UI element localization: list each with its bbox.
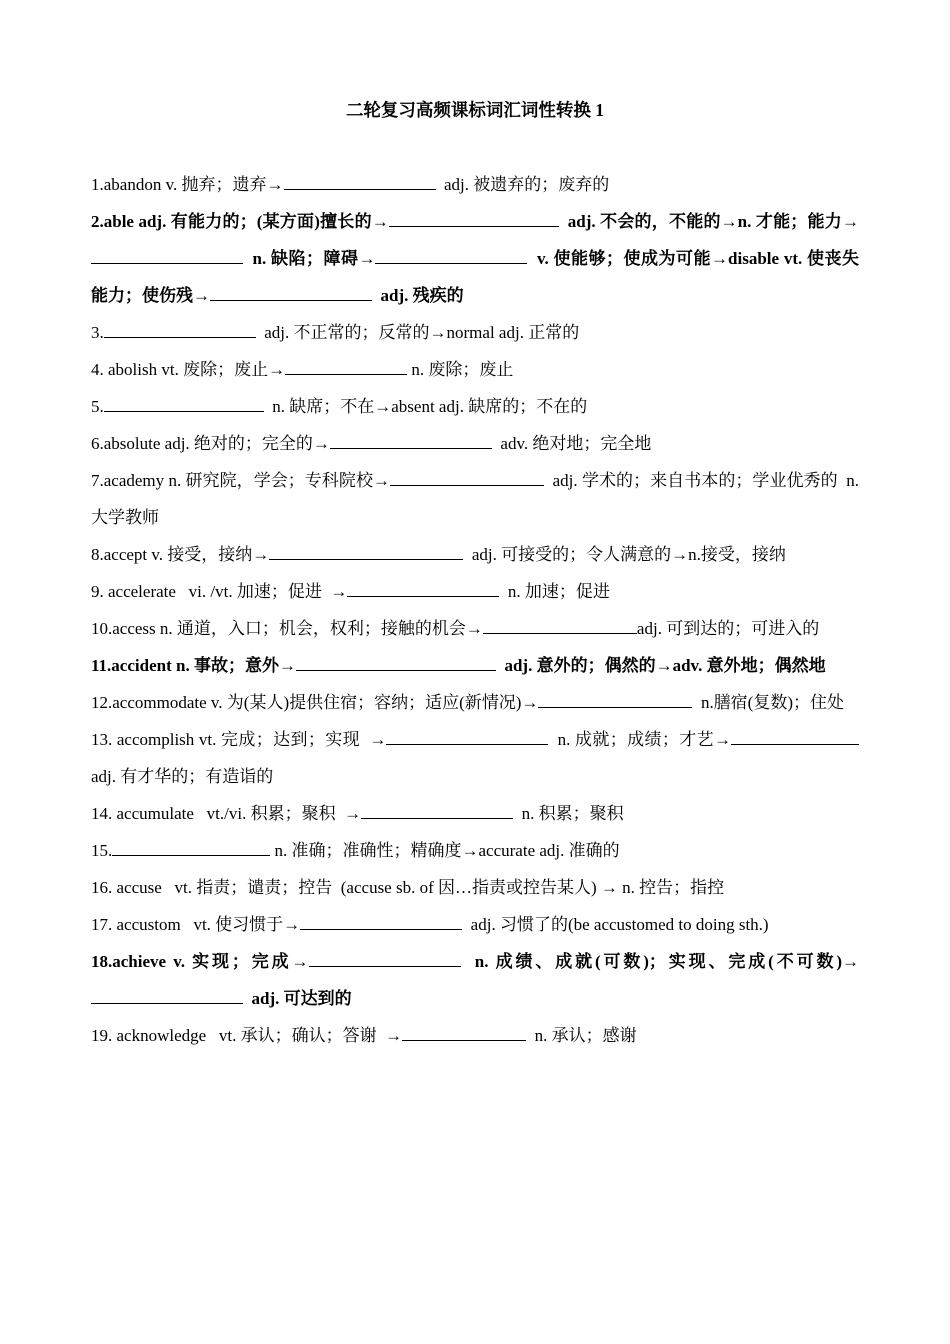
entry-text: adj. 习惯了的(be accustomed to doing sth.): [462, 915, 769, 934]
answer-blank[interactable]: [483, 616, 637, 634]
entry-text: n. 加速；促进: [499, 582, 610, 601]
answer-blank[interactable]: [300, 912, 462, 930]
vocab-entry: [91, 166, 859, 203]
entry-text: adv. 绝对地；完全地: [491, 434, 652, 453]
entry-text: n. 准确；准确性；精确度→accurate adj. 准确的: [270, 841, 620, 860]
vocab-entry: [91, 351, 859, 388]
entry-text: n. 缺席；不在→absent adj. 缺席的；不在的: [263, 397, 588, 416]
answer-blank[interactable]: [104, 320, 256, 338]
vocab-entry: [91, 388, 859, 425]
entry-text: n. 缺陷；障碍→: [243, 249, 376, 268]
vocab-entry: [91, 610, 859, 647]
entry-text: adj. 学术的；来自书本的；学业优秀的 n. 大学教师: [91, 471, 864, 527]
vocab-entry: [91, 647, 859, 684]
entry-text: adj. 有才华的；有造诣的: [91, 730, 868, 786]
entry-text: 12.accommodate v. 为(某人)提供住宿；容纳；适应(新情况)→: [91, 693, 539, 712]
answer-blank[interactable]: [361, 801, 513, 819]
entry-text: adj. 不会的，不能的→n. 才能；能力→: [558, 212, 859, 231]
answer-blank[interactable]: [296, 653, 496, 671]
entry-text: 2.able adj. 有能力的；(某方面)擅长的→: [91, 212, 389, 231]
answer-blank[interactable]: [386, 727, 548, 745]
answer-blank[interactable]: [112, 838, 270, 856]
entry-text: n. 废除；废止: [407, 360, 514, 379]
answer-blank[interactable]: [104, 394, 264, 412]
entry-text: 11.accident n. 事故；意外→: [91, 656, 296, 675]
vocab-entry: [91, 721, 868, 795]
entry-text: n. 成绩、成就(可数)；实现、完成(不可数)→: [460, 952, 859, 971]
entry-text: n.膳宿(复数)；住处: [692, 693, 845, 712]
entry-text: 18.achieve v. 实现；完成→: [91, 952, 309, 971]
entry-text: adj. 可到达的；可进入的: [636, 619, 820, 638]
entry-text: 17. accustom vt. 使习惯于→: [91, 915, 301, 934]
entry-text: 5.: [91, 397, 104, 416]
vocab-entry: [91, 462, 864, 536]
vocab-entry: [91, 906, 859, 943]
entry-text: 19. acknowledge vt. 承认；确认；答谢 →: [91, 1026, 403, 1045]
answer-blank[interactable]: [390, 468, 544, 486]
entry-text: adj. 意外的；偶然的→adv. 意外地；偶然地: [495, 656, 826, 675]
answer-blank[interactable]: [538, 690, 692, 708]
vocab-entry: [91, 869, 859, 906]
entry-text: n. 积累；聚积: [513, 804, 624, 823]
entry-text: 1.abandon v. 抛弃；遗弃→: [91, 175, 284, 194]
entry-text: adj. 残疾的: [372, 286, 464, 305]
answer-blank[interactable]: [284, 172, 436, 190]
vocab-entry: [91, 573, 859, 610]
entry-text: 16. accuse vt. 指责；谴责；控告 (accuse sb. of 因…指责或控告某人) → n. 控告；指控: [91, 878, 725, 897]
entry-text: 9. accelerate vi. /vt. 加速；促进 →: [91, 582, 348, 601]
entry-text: n. 成就；成绩；才艺→: [548, 730, 731, 749]
entry-text: 13. accomplish vt. 完成；达到；实现 →: [91, 730, 387, 749]
entry-text: v. 使能够；使成为可能→disable vt. 使丧失能力；使伤残→: [91, 249, 859, 305]
answer-blank[interactable]: [91, 246, 243, 264]
entry-text: 6.absolute adj. 绝对的；完全的→: [91, 434, 330, 453]
vocab-entry: [91, 832, 859, 869]
vocab-entry: [91, 1017, 859, 1054]
entry-text: adj. 不正常的；反常的→normal adj. 正常的: [255, 323, 580, 342]
vocab-entry: [91, 943, 859, 1017]
answer-blank[interactable]: [389, 209, 559, 227]
vocabulary-list: [91, 166, 868, 1054]
entry-text: 15.: [91, 841, 113, 860]
answer-blank[interactable]: [330, 431, 492, 449]
answer-blank[interactable]: [285, 357, 407, 375]
entry-text: adj. 可接受的；令人满意的→n.接受，接纳: [463, 545, 786, 564]
entry-text: 14. accumulate vt./vi. 积累；聚积 →: [91, 804, 362, 823]
answer-blank[interactable]: [91, 986, 243, 1004]
answer-blank[interactable]: [210, 283, 372, 301]
vocab-entry: [91, 425, 859, 462]
vocab-entry: [91, 536, 859, 573]
vocab-entry: [91, 203, 859, 314]
answer-blank[interactable]: [309, 949, 461, 967]
answer-blank[interactable]: [375, 246, 527, 264]
entry-text: 8.accept v. 接受，接纳→: [91, 545, 270, 564]
entry-text: 7.academy n. 研究院，学会；专科院校→: [91, 471, 391, 490]
answer-blank[interactable]: [347, 579, 499, 597]
answer-blank[interactable]: [402, 1023, 526, 1041]
entry-text: adj. 可达到的: [243, 989, 352, 1008]
entry-text: 4. abolish vt. 废除；废止→: [91, 360, 286, 379]
answer-blank[interactable]: [731, 727, 859, 745]
vocab-entry: [91, 314, 859, 351]
entry-text: adj. 被遗弃的；废弃的: [435, 175, 610, 194]
entry-text: 3.: [91, 323, 104, 342]
entry-text: 10.access n. 通道，入口；机会，权利；接触的机会→: [91, 619, 483, 638]
answer-blank[interactable]: [269, 542, 463, 560]
page-title: 二轮复习高频课标词汇词性转换 1: [345, 100, 605, 120]
entry-text: n. 承认；感谢: [526, 1026, 637, 1045]
vocab-entry: [91, 795, 859, 832]
vocab-entry: [91, 684, 859, 721]
